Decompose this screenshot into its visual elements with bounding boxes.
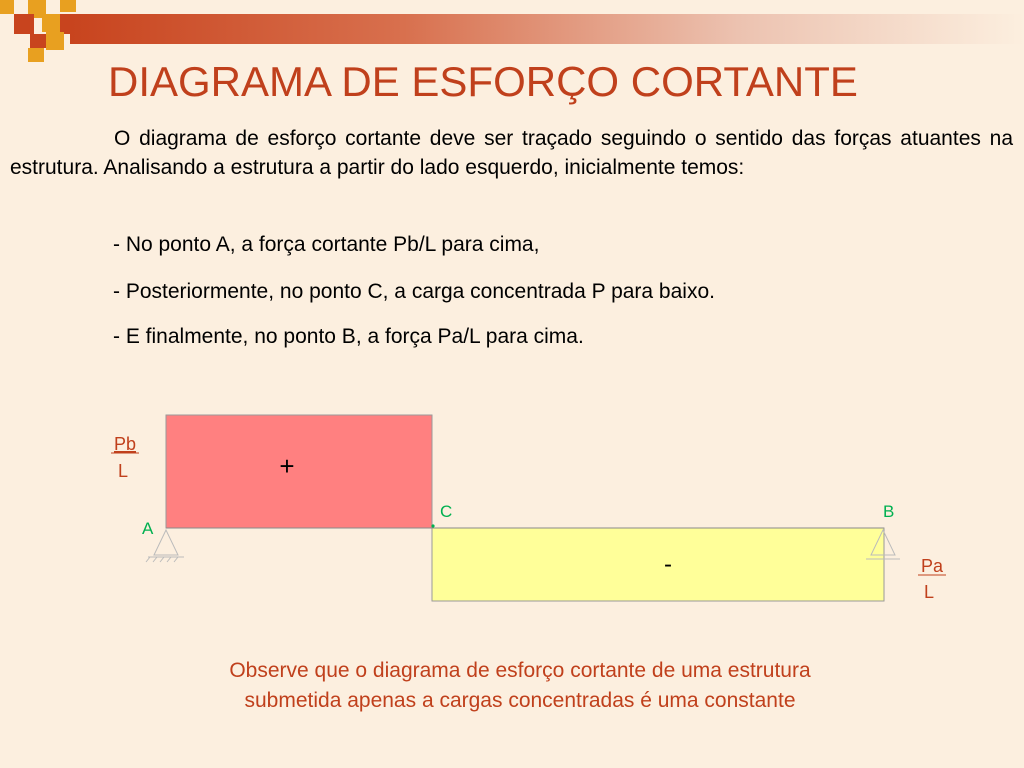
left-value-denominator: L xyxy=(117,461,129,481)
point-c-label: C xyxy=(440,502,453,521)
intro-text: O diagrama de esforço cortante deve ser traçado seguindo o sentido das forças atuantes na estrutura. Analisando a estrutura a partir do lado esquerdo, inicialmente temos: xyxy=(10,127,1013,179)
right-value-numerator: Pa xyxy=(920,556,944,576)
positive-sign: + xyxy=(279,451,295,481)
conclusion-note xyxy=(0,656,1024,716)
point-a-label: A xyxy=(142,519,154,538)
positive-shear-region xyxy=(166,415,432,528)
negative-shear-region xyxy=(432,528,884,601)
conclusion-line-2: submetida apenas a cargas concentradas é uma constante xyxy=(244,689,796,712)
conclusion-line-1: Observe que o diagrama de esforço cortante de uma estrutura xyxy=(229,659,811,682)
bullet-point-b: - E finalmente, no ponto B, a força Pa/L para cima. xyxy=(113,325,584,348)
point-c-marker xyxy=(431,524,434,527)
left-value-numerator: Pb xyxy=(113,434,137,454)
bullet-point-a: - No ponto A, a força cortante Pb/L para cima, xyxy=(113,233,540,256)
negative-sign: - xyxy=(664,551,672,578)
bullet-point-c: - Posteriormente, no ponto C, a carga concentrada P para baixo. xyxy=(113,280,715,303)
right-value-denominator: L xyxy=(923,582,935,602)
page-title: DIAGRAMA DE ESFORÇO CORTANTE xyxy=(108,58,858,105)
point-b-label: B xyxy=(883,502,895,521)
